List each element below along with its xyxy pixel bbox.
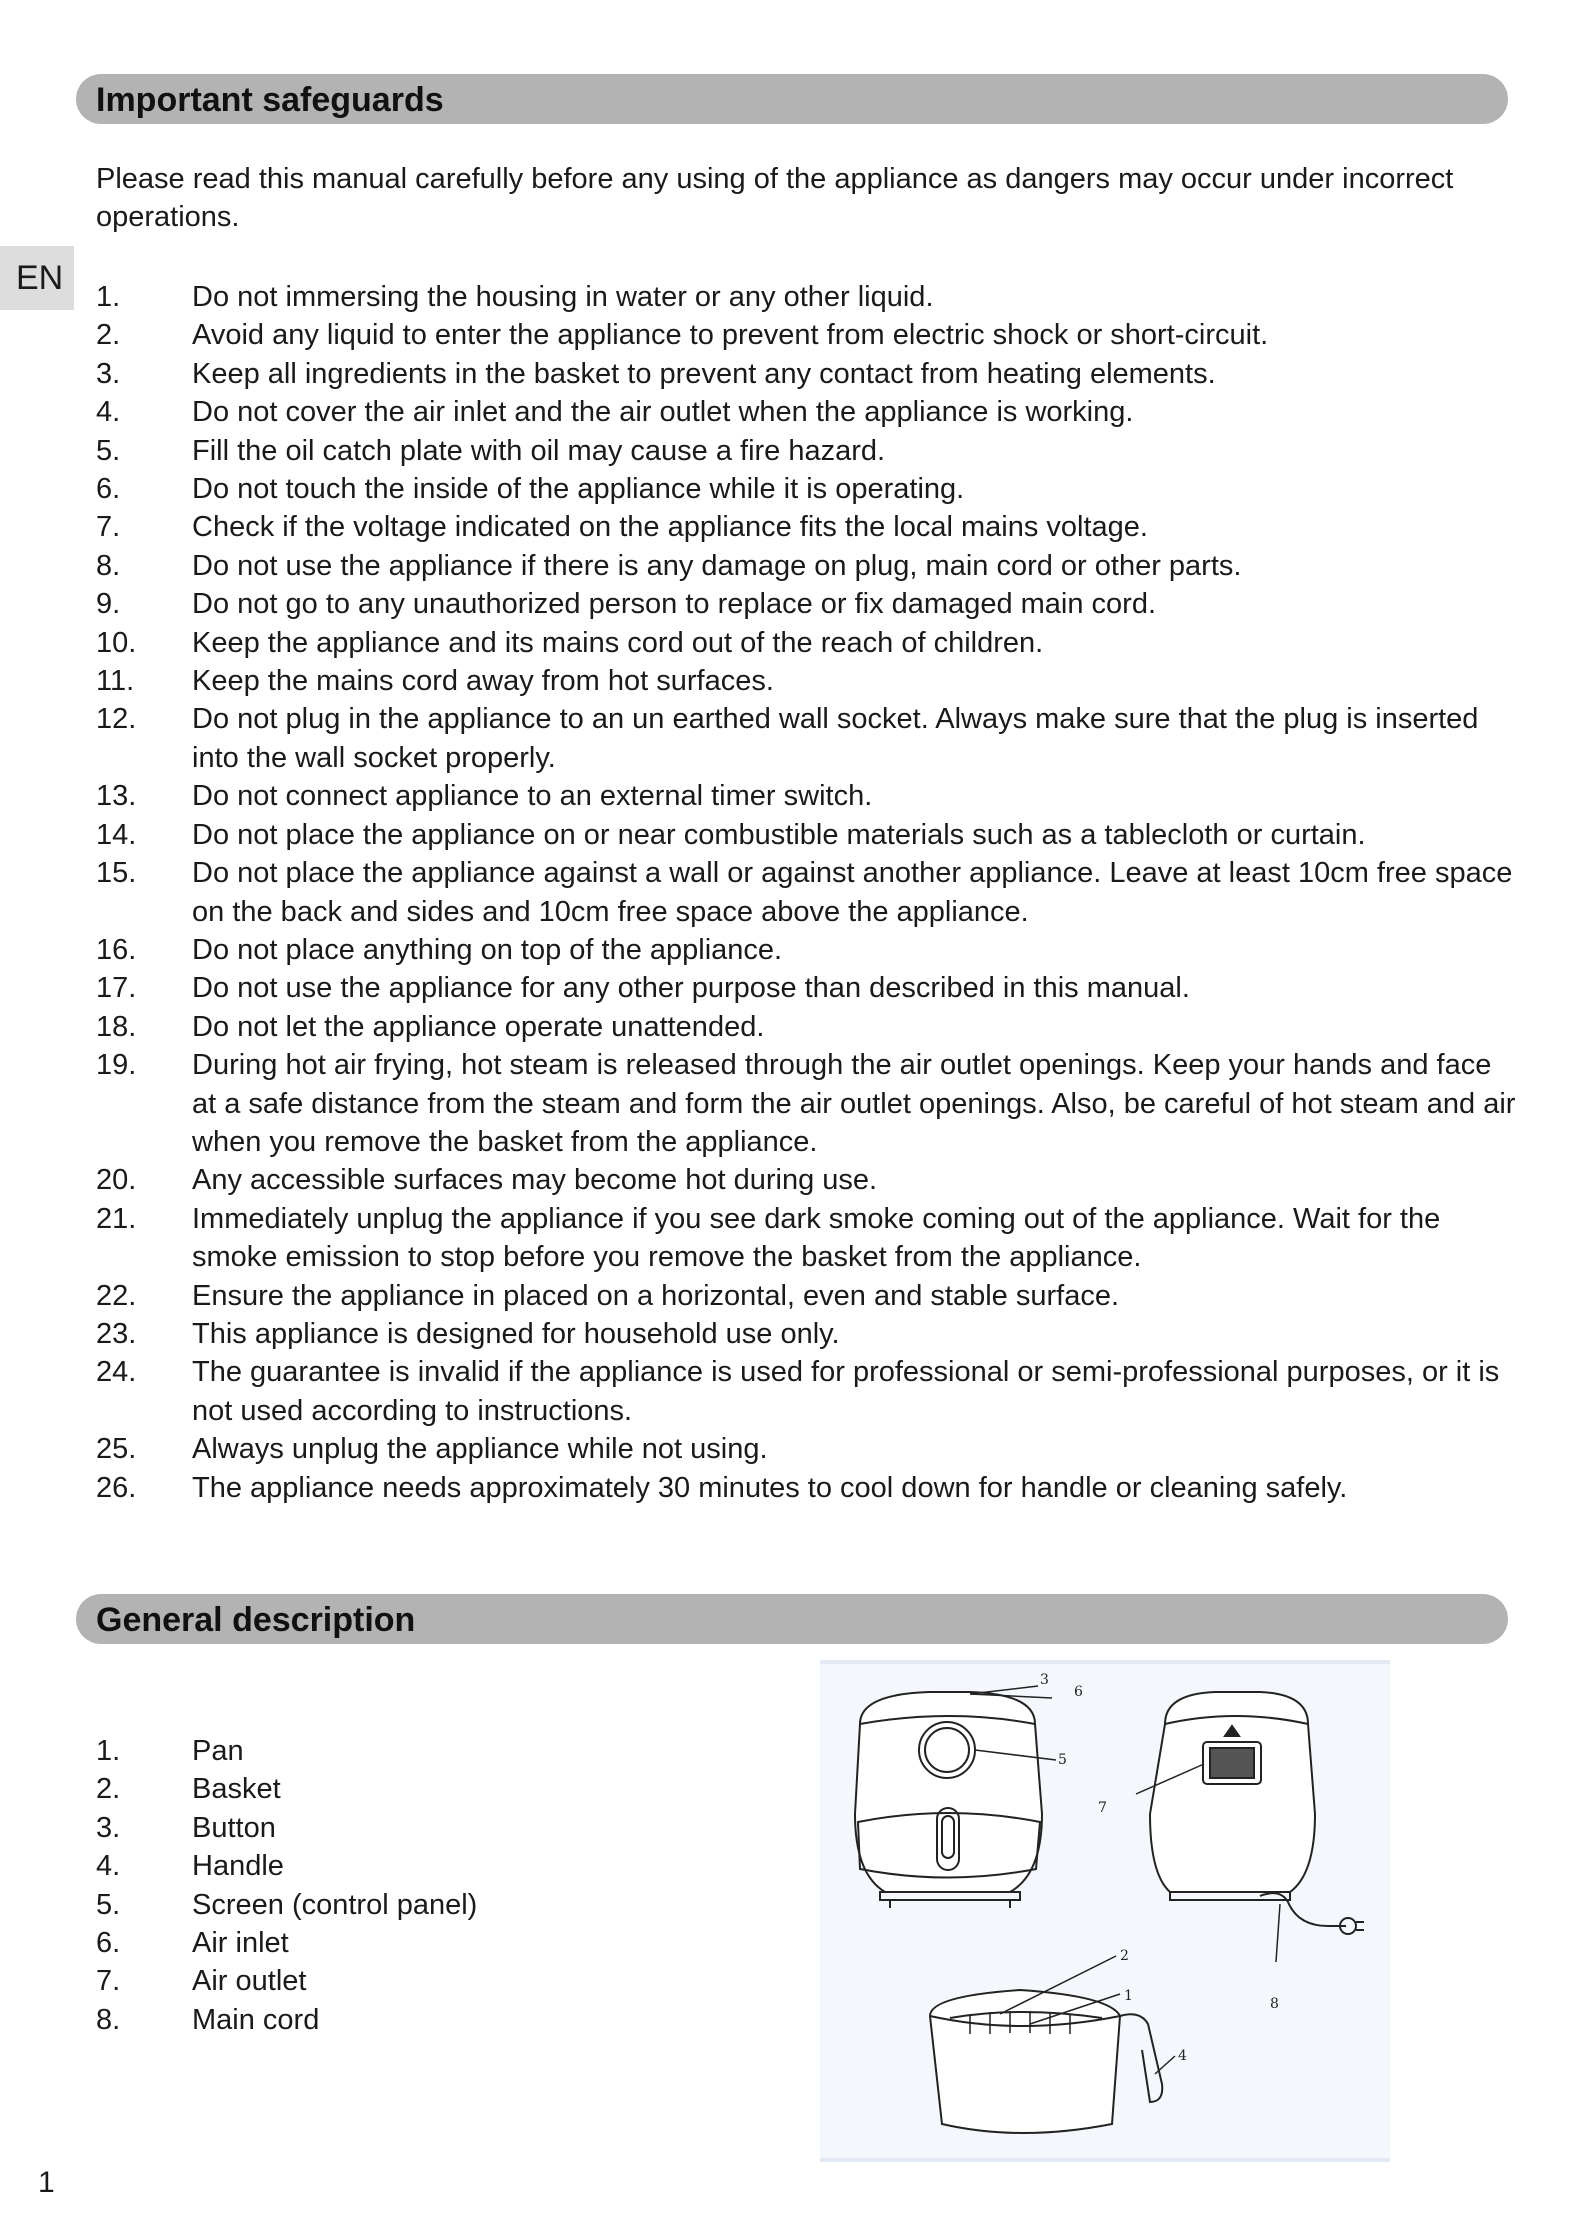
list-item bbox=[96, 1200, 1516, 1277]
list-item bbox=[96, 316, 1516, 354]
item-text: Always unplug the appliance while not using. bbox=[192, 1433, 768, 1466]
list-item bbox=[96, 1847, 696, 1885]
item-text: The guarantee is invalid if the appliance is used for professional or semi-professional purposes, or it is not used according to instructions. bbox=[192, 1356, 1500, 1427]
item-text: Keep all ingredients in the basket to prevent any contact from heating elements. bbox=[192, 357, 1216, 390]
item-text: This appliance is designed for household use only. bbox=[192, 1317, 840, 1350]
list-item bbox=[96, 1315, 1516, 1353]
list-item bbox=[96, 1353, 1516, 1430]
item-text: Do not let the appliance operate unattended. bbox=[192, 1010, 765, 1043]
item-text: Immediately unplug the appliance if you see dark smoke coming out of the appliance. Wait for the smoke emission to stop before you remove the basket from the appliance. bbox=[192, 1202, 1441, 1274]
language-tab: EN bbox=[0, 246, 74, 310]
list-item bbox=[96, 777, 1516, 815]
fryer-back-view bbox=[1150, 1692, 1364, 1934]
list-item bbox=[96, 1008, 1516, 1046]
list-item bbox=[96, 355, 1516, 393]
item-text: Check if the voltage indicated on the appliance fits the local mains voltage. bbox=[192, 511, 1148, 544]
item-number: 4. bbox=[96, 396, 121, 429]
item-text: Do not place the appliance on or near combustible materials such as a tablecloth or curtain. bbox=[192, 818, 1366, 851]
fryer-front-view bbox=[855, 1692, 1042, 1908]
callout-1: 1 bbox=[1124, 1988, 1133, 2004]
item-text: During hot air frying, hot steam is released through the air outlet openings. Keep your hands and face at a safe distance from the steam and form the air outlet openings. Also, be careful of hot steam and air when you remove the basket from the appliance. bbox=[192, 1049, 1516, 1158]
item-number: 3. bbox=[96, 357, 121, 390]
item-number: 19. bbox=[96, 1049, 137, 1082]
list-item bbox=[96, 1770, 696, 1808]
list-item bbox=[96, 393, 1516, 431]
item-number: 2. bbox=[96, 319, 121, 352]
list-item bbox=[96, 278, 1516, 316]
item-number: 20. bbox=[96, 1164, 137, 1197]
item-text: Ensure the appliance in placed on a horizontal, even and stable surface. bbox=[192, 1279, 1120, 1312]
item-number: 22. bbox=[96, 1279, 137, 1312]
item-number: 1. bbox=[96, 281, 121, 313]
item-number: 26. bbox=[96, 1471, 137, 1504]
list-item bbox=[96, 662, 1516, 700]
item-text: Do not plug in the appliance to an un earthed wall socket. Always make sure that the plug is inserted into the wall socket properly. bbox=[192, 703, 1479, 774]
item-number: 10. bbox=[96, 626, 137, 659]
list-item bbox=[96, 624, 1516, 662]
safeguards-list bbox=[96, 278, 1516, 1507]
item-number: 23. bbox=[96, 1317, 137, 1350]
item-text: Do not cover the air inlet and the air outlet when the appliance is working. bbox=[192, 396, 1134, 429]
list-item bbox=[96, 1430, 1516, 1468]
item-number: 12. bbox=[96, 703, 137, 736]
list-item bbox=[96, 969, 1516, 1007]
callout-4: 4 bbox=[1178, 2048, 1187, 2064]
item-number: 5. bbox=[96, 1888, 121, 1921]
list-item bbox=[96, 1277, 1516, 1315]
list-item bbox=[96, 1809, 696, 1847]
item-text: Air outlet bbox=[192, 1965, 307, 1998]
list-item bbox=[96, 1962, 696, 2000]
item-text: Basket bbox=[192, 1773, 281, 1806]
callout-7: 7 bbox=[1098, 1800, 1107, 1816]
pan-and-basket bbox=[930, 1990, 1162, 2133]
item-number: 5. bbox=[96, 434, 121, 467]
item-text: Air inlet bbox=[192, 1927, 289, 1960]
item-text: Do not immersing the housing in water or any other liquid. bbox=[192, 281, 934, 313]
list-item bbox=[96, 470, 1516, 508]
item-text: Any accessible surfaces may become hot during use. bbox=[192, 1164, 878, 1197]
item-number: 4. bbox=[96, 1850, 121, 1883]
description-title: General description bbox=[96, 1601, 416, 1639]
list-item bbox=[96, 1161, 1516, 1199]
list-item bbox=[96, 547, 1516, 585]
list-item bbox=[96, 432, 1516, 470]
item-number: 15. bbox=[96, 857, 137, 890]
item-number: 3. bbox=[96, 1811, 121, 1844]
list-item bbox=[96, 700, 1516, 777]
item-number: 25. bbox=[96, 1433, 137, 1466]
callout-5: 5 bbox=[1058, 1752, 1067, 1768]
item-text: Fill the oil catch plate with oil may cause a fire hazard. bbox=[192, 434, 886, 467]
item-text: Do not use the appliance if there is any damage on plug, main cord or other parts. bbox=[192, 549, 1242, 582]
item-text: Button bbox=[192, 1811, 276, 1844]
air-fryer-diagram bbox=[820, 1660, 1390, 2162]
item-text: Do not place anything on top of the appliance. bbox=[192, 933, 783, 966]
item-number: 6. bbox=[96, 473, 121, 506]
item-text: Main cord bbox=[192, 2003, 320, 2036]
item-number: 14. bbox=[96, 818, 137, 851]
item-number: 21. bbox=[96, 1202, 137, 1235]
item-text: Do not use the appliance for any other purpose than described in this manual. bbox=[192, 972, 1190, 1005]
page-number: 1 bbox=[38, 2166, 55, 2199]
list-item bbox=[96, 1046, 1516, 1161]
item-text: Keep the appliance and its mains cord out of the reach of children. bbox=[192, 626, 1044, 659]
item-number: 7. bbox=[96, 1965, 121, 1998]
callout-3: 3 bbox=[1040, 1672, 1049, 1688]
item-text: Keep the mains cord away from hot surfaces. bbox=[192, 665, 774, 698]
item-text: Screen (control panel) bbox=[192, 1888, 478, 1921]
item-number: 8. bbox=[96, 549, 121, 582]
callout-8: 8 bbox=[1270, 1996, 1279, 2012]
item-text: The appliance needs approximately 30 minutes to cool down for handle or cleaning safely. bbox=[192, 1471, 1348, 1504]
list-item bbox=[96, 1732, 696, 1770]
list-item bbox=[96, 816, 1516, 854]
item-number: 7. bbox=[96, 511, 121, 544]
callout-6: 6 bbox=[1074, 1684, 1083, 1700]
item-number: 6. bbox=[96, 1927, 121, 1960]
list-item bbox=[96, 1886, 696, 1924]
list-item bbox=[96, 585, 1516, 623]
list-item bbox=[96, 1924, 696, 1962]
item-number: 24. bbox=[96, 1356, 137, 1389]
description-header bbox=[76, 1594, 1508, 1644]
item-text: Do not go to any unauthorized person to replace or fix damaged main cord. bbox=[192, 588, 1157, 621]
item-number: 8. bbox=[96, 2003, 121, 2036]
item-number: 9. bbox=[96, 588, 121, 621]
item-text: Pan bbox=[192, 1735, 244, 1767]
list-item bbox=[96, 854, 1516, 931]
item-number: 16. bbox=[96, 933, 137, 966]
item-text: Do not connect appliance to an external timer switch. bbox=[192, 780, 873, 813]
list-item bbox=[96, 931, 1516, 969]
list-item bbox=[96, 2001, 696, 2039]
item-number: 11. bbox=[96, 665, 135, 698]
item-text: Avoid any liquid to enter the appliance to prevent from electric shock or short-circuit. bbox=[192, 319, 1269, 352]
item-text: Do not place the appliance against a wall or against another appliance. Leave at least 10cm free space on the back and sides and 10cm free space above the appliance. bbox=[192, 857, 1513, 928]
list-item bbox=[96, 1469, 1516, 1507]
item-number: 13. bbox=[96, 780, 137, 813]
callout-2: 2 bbox=[1120, 1948, 1129, 1964]
item-number: 17. bbox=[96, 972, 137, 1005]
item-text: Do not touch the inside of the appliance while it is operating. bbox=[192, 473, 965, 506]
list-item bbox=[96, 508, 1516, 546]
item-number: 2. bbox=[96, 1773, 121, 1806]
safeguards-intro: Please read this manual carefully before any using of the appliance as dangers may occur under incorrect operations. bbox=[96, 163, 1454, 233]
safeguards-header bbox=[76, 74, 1508, 124]
description-list bbox=[96, 1732, 696, 2039]
item-number: 1. bbox=[96, 1735, 121, 1767]
item-number: 18. bbox=[96, 1010, 137, 1043]
safeguards-title: Important safeguards bbox=[96, 81, 444, 119]
item-text: Handle bbox=[192, 1850, 284, 1883]
